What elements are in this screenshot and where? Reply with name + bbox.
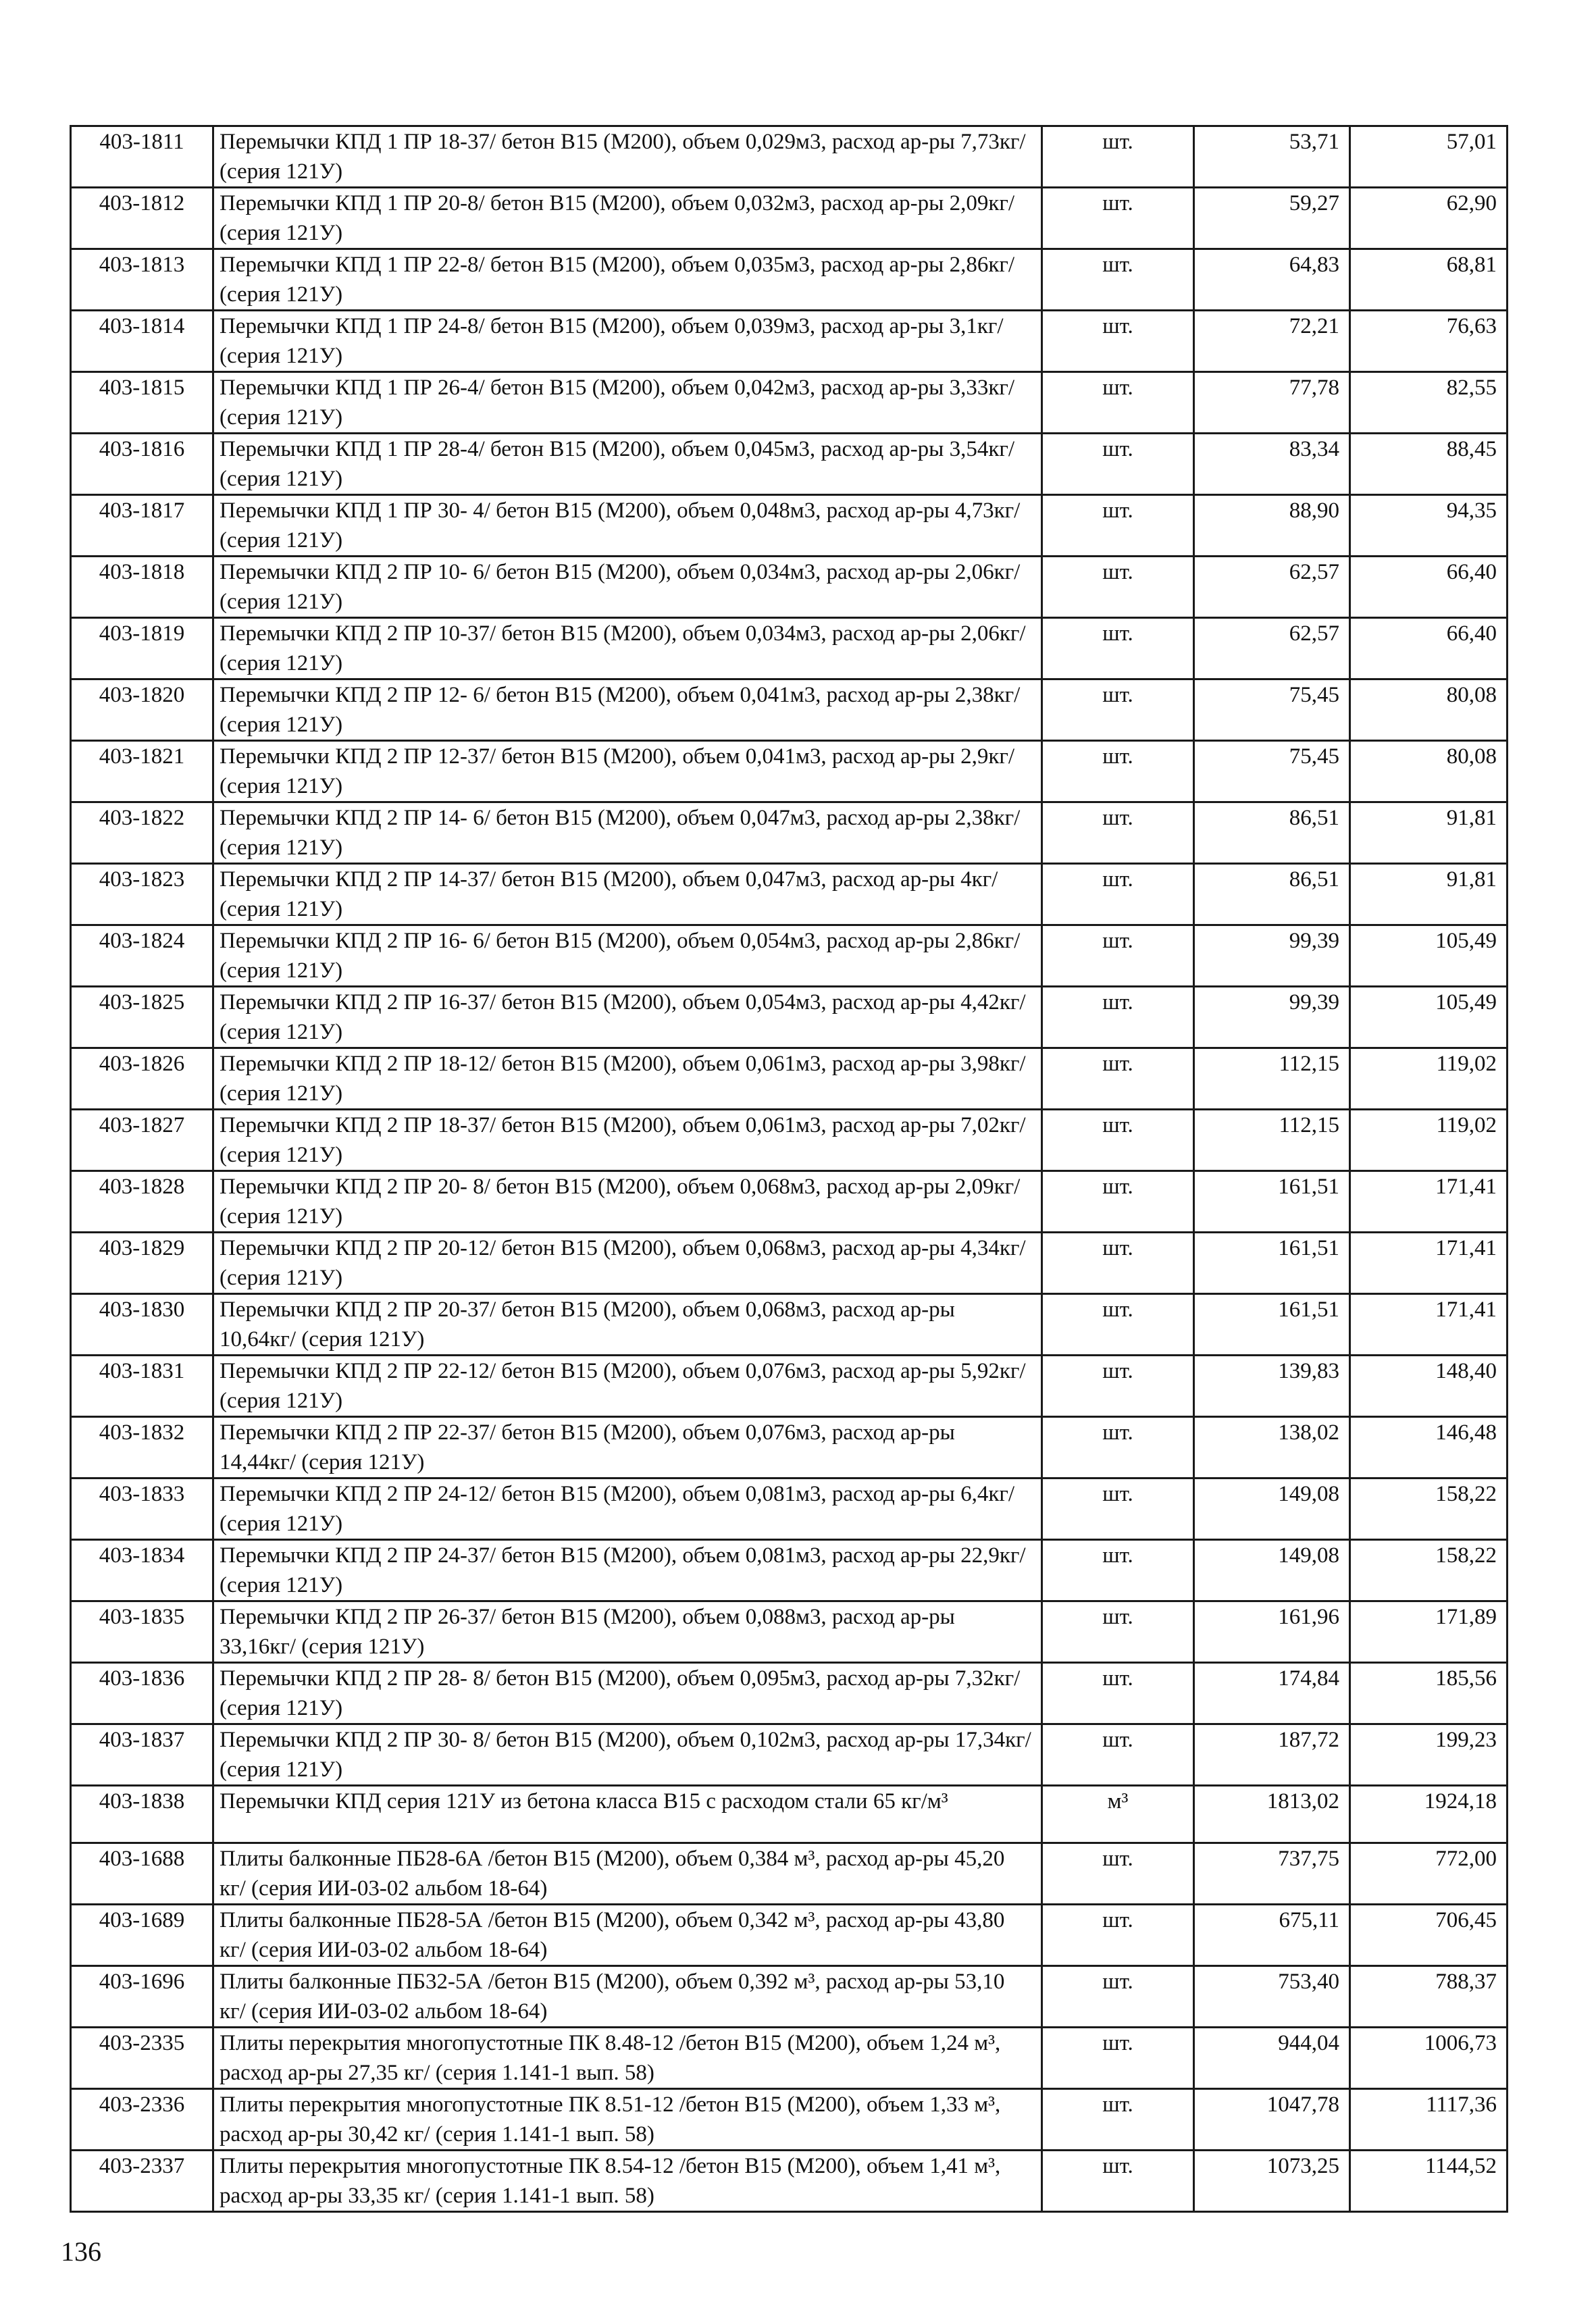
table-row	[71, 2089, 1508, 2151]
item-price-1: 72,21	[1194, 311, 1350, 372]
item-code: 403-1823	[71, 864, 213, 925]
table-row	[71, 1843, 1508, 1905]
item-unit: шт.	[1042, 1048, 1194, 1110]
item-unit: шт.	[1042, 1110, 1194, 1171]
item-price-2: 88,45	[1350, 434, 1508, 495]
item-unit: шт.	[1042, 1479, 1194, 1540]
table-row	[71, 1356, 1508, 1417]
item-price-1: 77,78	[1194, 372, 1350, 434]
table-row	[71, 311, 1508, 372]
item-price-1: 161,51	[1194, 1294, 1350, 1356]
table-row	[71, 2028, 1508, 2089]
item-unit: шт.	[1042, 495, 1194, 557]
page-number: 136	[61, 2236, 101, 2267]
item-price-2: 80,08	[1350, 741, 1508, 802]
item-price-1: 88,90	[1194, 495, 1350, 557]
item-unit: шт.	[1042, 1540, 1194, 1601]
item-price-1: 53,71	[1194, 126, 1350, 188]
item-code: 403-1824	[71, 925, 213, 987]
item-code: 403-1828	[71, 1171, 213, 1233]
item-unit: шт.	[1042, 864, 1194, 925]
table-row	[71, 1786, 1508, 1843]
item-price-1: 86,51	[1194, 802, 1350, 864]
item-price-2: 80,08	[1350, 679, 1508, 741]
item-code: 403-1696	[71, 1966, 213, 2028]
item-price-1: 675,11	[1194, 1905, 1350, 1966]
item-price-1: 83,34	[1194, 434, 1350, 495]
item-unit: шт.	[1042, 372, 1194, 434]
item-code: 403-1816	[71, 434, 213, 495]
item-price-2: 91,81	[1350, 864, 1508, 925]
item-description: Плиты балконные ПБ28-5А /бетон B15 (M200), объем 0,342 м³, расход ар-ры 43,80 кг/ (серия ИИ-03-02 альбом 18-64)	[213, 1905, 1042, 1966]
item-price-2: 1006,73	[1350, 2028, 1508, 2089]
table-row	[71, 1479, 1508, 1540]
item-price-2: 171,41	[1350, 1233, 1508, 1294]
table-row	[71, 1540, 1508, 1601]
item-price-1: 139,83	[1194, 1356, 1350, 1417]
table-row	[71, 1724, 1508, 1786]
item-description: Перемычки КПД 2 ПР 20-37/ бетон B15 (M200), объем 0,068м3, расход ар-ры 10,64кг/ (серия 121У)	[213, 1294, 1042, 1356]
table-row	[71, 495, 1508, 557]
item-unit: шт.	[1042, 1905, 1194, 1966]
item-code: 403-1838	[71, 1786, 213, 1843]
item-description: Перемычки КПД 2 ПР 30- 8/ бетон B15 (M200), объем 0,102м3, расход ар-ры 17,34кг/ (серия 121У)	[213, 1724, 1042, 1786]
table-row	[71, 864, 1508, 925]
table-row	[71, 249, 1508, 311]
item-price-1: 1047,78	[1194, 2089, 1350, 2151]
item-unit: шт.	[1042, 1356, 1194, 1417]
item-price-1: 737,75	[1194, 1843, 1350, 1905]
item-unit: шт.	[1042, 557, 1194, 618]
item-description: Перемычки КПД 2 ПР 20-12/ бетон B15 (M200), объем 0,068м3, расход ар-ры 4,34кг/ (серия 121У)	[213, 1233, 1042, 1294]
item-code: 403-1812	[71, 188, 213, 249]
item-unit: шт.	[1042, 434, 1194, 495]
item-description: Плиты перекрытия многопустотные ПК 8.51-12 /бетон B15 (M200), объем 1,33 м³, расход ар-ры 30,42 кг/ (серия 1.141-1 вып. 58)	[213, 2089, 1042, 2151]
item-description: Перемычки КПД 2 ПР 16-37/ бетон B15 (M200), объем 0,054м3, расход ар-ры 4,42кг/ (серия 121У)	[213, 987, 1042, 1048]
item-price-1: 753,40	[1194, 1966, 1350, 2028]
item-price-2: 146,48	[1350, 1417, 1508, 1479]
item-description: Перемычки КПД 2 ПР 28- 8/ бетон B15 (M200), объем 0,095м3, расход ар-ры 7,32кг/ (серия 121У)	[213, 1663, 1042, 1724]
table-row	[71, 188, 1508, 249]
item-price-1: 174,84	[1194, 1663, 1350, 1724]
item-price-1: 1073,25	[1194, 2151, 1350, 2212]
item-description: Перемычки КПД 1 ПР 26-4/ бетон B15 (M200), объем 0,042м3, расход ар-ры 3,33кг/ (серия 121У)	[213, 372, 1042, 434]
item-code: 403-1833	[71, 1479, 213, 1540]
item-description: Перемычки КПД 2 ПР 12- 6/ бетон B15 (M200), объем 0,041м3, расход ар-ры 2,38кг/ (серия 121У)	[213, 679, 1042, 741]
table-row	[71, 987, 1508, 1048]
item-description: Перемычки КПД 1 ПР 20-8/ бетон B15 (M200), объем 0,032м3, расход ар-ры 2,09кг/ (серия 121У)	[213, 188, 1042, 249]
item-description: Плиты балконные ПБ28-6А /бетон B15 (M200), объем 0,384 м³, расход ар-ры 45,20 кг/ (серия ИИ-03-02 альбом 18-64)	[213, 1843, 1042, 1905]
table-row	[71, 1966, 1508, 2028]
item-unit: шт.	[1042, 1294, 1194, 1356]
item-description: Перемычки КПД 1 ПР 22-8/ бетон B15 (M200), объем 0,035м3, расход ар-ры 2,86кг/ (серия 121У)	[213, 249, 1042, 311]
table-row	[71, 126, 1508, 188]
item-code: 403-1813	[71, 249, 213, 311]
item-description: Перемычки КПД 2 ПР 14-37/ бетон B15 (M200), объем 0,047м3, расход ар-ры 4кг/ (серия 121У)	[213, 864, 1042, 925]
item-description: Перемычки КПД 1 ПР 18-37/ бетон B15 (M200), объем 0,029м3, расход ар-ры 7,73кг/ (серия 121У)	[213, 126, 1042, 188]
item-unit: шт.	[1042, 618, 1194, 679]
item-code: 403-1831	[71, 1356, 213, 1417]
item-price-2: 185,56	[1350, 1663, 1508, 1724]
item-price-1: 149,08	[1194, 1479, 1350, 1540]
table-row	[71, 1110, 1508, 1171]
item-description: Перемычки КПД 2 ПР 10-37/ бетон B15 (M200), объем 0,034м3, расход ар-ры 2,06кг/ (серия 121У)	[213, 618, 1042, 679]
item-description: Плиты балконные ПБ32-5А /бетон B15 (M200), объем 0,392 м³, расход ар-ры 53,10 кг/ (серия ИИ-03-02 альбом 18-64)	[213, 1966, 1042, 2028]
item-unit: шт.	[1042, 987, 1194, 1048]
item-description: Плиты перекрытия многопустотные ПК 8.54-12 /бетон B15 (M200), объем 1,41 м³, расход ар-ры 33,35 кг/ (серия 1.141-1 вып. 58)	[213, 2151, 1042, 2212]
table-row	[71, 1417, 1508, 1479]
item-price-2: 158,22	[1350, 1479, 1508, 1540]
item-code: 403-1821	[71, 741, 213, 802]
item-price-1: 62,57	[1194, 618, 1350, 679]
table-row	[71, 1048, 1508, 1110]
item-price-2: 105,49	[1350, 925, 1508, 987]
item-price-1: 161,51	[1194, 1233, 1350, 1294]
item-description: Перемычки КПД 2 ПР 18-12/ бетон B15 (M200), объем 0,061м3, расход ар-ры 3,98кг/ (серия 121У)	[213, 1048, 1042, 1110]
item-code: 403-1826	[71, 1048, 213, 1110]
item-price-2: 171,41	[1350, 1171, 1508, 1233]
item-code: 403-2335	[71, 2028, 213, 2089]
item-price-2: 94,35	[1350, 495, 1508, 557]
item-price-1: 86,51	[1194, 864, 1350, 925]
item-description: Перемычки КПД 2 ПР 10- 6/ бетон B15 (M200), объем 0,034м3, расход ар-ры 2,06кг/ (серия 121У)	[213, 557, 1042, 618]
item-description: Перемычки КПД 1 ПР 24-8/ бетон B15 (M200), объем 0,039м3, расход ар-ры 3,1кг/ (серия 121У)	[213, 311, 1042, 372]
item-unit: шт.	[1042, 679, 1194, 741]
item-price-2: 105,49	[1350, 987, 1508, 1048]
item-price-2: 158,22	[1350, 1540, 1508, 1601]
item-description: Перемычки КПД 2 ПР 24-37/ бетон B15 (M200), объем 0,081м3, расход ар-ры 22,9кг/ (серия 121У)	[213, 1540, 1042, 1601]
table-row	[71, 1171, 1508, 1233]
item-price-2: 148,40	[1350, 1356, 1508, 1417]
table-row	[71, 679, 1508, 741]
item-code: 403-1814	[71, 311, 213, 372]
item-unit: шт.	[1042, 188, 1194, 249]
item-price-1: 944,04	[1194, 2028, 1350, 2089]
item-code: 403-1830	[71, 1294, 213, 1356]
item-code: 403-1689	[71, 1905, 213, 1966]
item-description: Перемычки КПД 1 ПР 28-4/ бетон B15 (M200), объем 0,045м3, расход ар-ры 3,54кг/ (серия 121У)	[213, 434, 1042, 495]
item-description: Перемычки КПД 2 ПР 26-37/ бетон B15 (M200), объем 0,088м3, расход ар-ры 33,16кг/ (серия 121У)	[213, 1601, 1042, 1663]
item-unit: шт.	[1042, 741, 1194, 802]
item-description: Перемычки КПД 2 ПР 24-12/ бетон B15 (M200), объем 0,081м3, расход ар-ры 6,4кг/ (серия 121У)	[213, 1479, 1042, 1540]
item-unit: шт.	[1042, 1843, 1194, 1905]
item-unit: шт.	[1042, 1966, 1194, 2028]
item-price-2: 57,01	[1350, 126, 1508, 188]
item-price-1: 112,15	[1194, 1048, 1350, 1110]
item-code: 403-1817	[71, 495, 213, 557]
item-description: Перемычки КПД 2 ПР 22-37/ бетон B15 (M200), объем 0,076м3, расход ар-ры 14,44кг/ (серия 121У)	[213, 1417, 1042, 1479]
table-row	[71, 741, 1508, 802]
table-row	[71, 372, 1508, 434]
table-row	[71, 802, 1508, 864]
item-price-1: 62,57	[1194, 557, 1350, 618]
item-description: Перемычки КПД 1 ПР 30- 4/ бетон B15 (M200), объем 0,048м3, расход ар-ры 4,73кг/ (серия 121У)	[213, 495, 1042, 557]
table-row	[71, 434, 1508, 495]
table-row	[71, 557, 1508, 618]
item-price-2: 199,23	[1350, 1724, 1508, 1786]
item-price-2: 82,55	[1350, 372, 1508, 434]
item-code: 403-1819	[71, 618, 213, 679]
item-code: 403-1825	[71, 987, 213, 1048]
price-table	[70, 125, 1508, 2213]
item-code: 403-1837	[71, 1724, 213, 1786]
item-unit: шт.	[1042, 2151, 1194, 2212]
item-description: Перемычки КПД 2 ПР 16- 6/ бетон B15 (M200), объем 0,054м3, расход ар-ры 2,86кг/ (серия 121У)	[213, 925, 1042, 987]
item-description: Плиты перекрытия многопустотные ПК 8.48-12 /бетон B15 (M200), объем 1,24 м³, расход ар-ры 27,35 кг/ (серия 1.141-1 вып. 58)	[213, 2028, 1042, 2089]
table-row	[71, 925, 1508, 987]
item-price-2: 788,37	[1350, 1966, 1508, 2028]
item-unit: шт.	[1042, 1724, 1194, 1786]
item-code: 403-1827	[71, 1110, 213, 1171]
table-row	[71, 1663, 1508, 1724]
item-price-2: 66,40	[1350, 618, 1508, 679]
item-unit: шт.	[1042, 2028, 1194, 2089]
item-price-2: 119,02	[1350, 1110, 1508, 1171]
item-price-1: 64,83	[1194, 249, 1350, 311]
item-price-2: 62,90	[1350, 188, 1508, 249]
item-code: 403-2336	[71, 2089, 213, 2151]
item-description: Перемычки КПД 2 ПР 12-37/ бетон B15 (M200), объем 0,041м3, расход ар-ры 2,9кг/ (серия 121У)	[213, 741, 1042, 802]
item-description: Перемычки КПД 2 ПР 14- 6/ бетон B15 (M200), объем 0,047м3, расход ар-ры 2,38кг/ (серия 121У)	[213, 802, 1042, 864]
table-row	[71, 1905, 1508, 1966]
item-price-1: 138,02	[1194, 1417, 1350, 1479]
table-row	[71, 1233, 1508, 1294]
item-price-2: 1144,52	[1350, 2151, 1508, 2212]
item-price-1: 187,72	[1194, 1724, 1350, 1786]
item-unit: шт.	[1042, 2089, 1194, 2151]
item-unit: шт.	[1042, 311, 1194, 372]
item-unit: шт.	[1042, 1663, 1194, 1724]
item-description: Перемычки КПД серия 121У из бетона класса B15 с расходом стали 65 кг/м³	[213, 1786, 1042, 1843]
item-price-1: 75,45	[1194, 741, 1350, 802]
price-table-container	[70, 125, 1506, 2213]
item-price-1: 59,27	[1194, 188, 1350, 249]
item-code: 403-1829	[71, 1233, 213, 1294]
item-code: 403-1834	[71, 1540, 213, 1601]
item-price-1: 1813,02	[1194, 1786, 1350, 1843]
item-unit: шт.	[1042, 1171, 1194, 1233]
item-code: 403-2337	[71, 2151, 213, 2212]
item-price-2: 706,45	[1350, 1905, 1508, 1966]
item-price-2: 91,81	[1350, 802, 1508, 864]
item-unit: м³	[1042, 1786, 1194, 1843]
item-unit: шт.	[1042, 1417, 1194, 1479]
item-price-1: 161,96	[1194, 1601, 1350, 1663]
item-unit: шт.	[1042, 1601, 1194, 1663]
item-code: 403-1811	[71, 126, 213, 188]
item-price-2: 68,81	[1350, 249, 1508, 311]
item-code: 403-1832	[71, 1417, 213, 1479]
item-price-2: 1924,18	[1350, 1786, 1508, 1843]
item-price-2: 772,00	[1350, 1843, 1508, 1905]
item-price-1: 75,45	[1194, 679, 1350, 741]
item-price-1: 99,39	[1194, 987, 1350, 1048]
item-code: 403-1820	[71, 679, 213, 741]
item-price-1: 99,39	[1194, 925, 1350, 987]
table-row	[71, 1294, 1508, 1356]
item-description: Перемычки КПД 2 ПР 22-12/ бетон B15 (M200), объем 0,076м3, расход ар-ры 5,92кг/ (серия 121У)	[213, 1356, 1042, 1417]
item-code: 403-1688	[71, 1843, 213, 1905]
item-code: 403-1815	[71, 372, 213, 434]
item-code: 403-1822	[71, 802, 213, 864]
item-code: 403-1836	[71, 1663, 213, 1724]
item-unit: шт.	[1042, 249, 1194, 311]
item-unit: шт.	[1042, 802, 1194, 864]
item-price-1: 161,51	[1194, 1171, 1350, 1233]
item-price-2: 171,89	[1350, 1601, 1508, 1663]
item-unit: шт.	[1042, 126, 1194, 188]
item-code: 403-1818	[71, 557, 213, 618]
item-price-2: 171,41	[1350, 1294, 1508, 1356]
item-description: Перемычки КПД 2 ПР 18-37/ бетон B15 (M200), объем 0,061м3, расход ар-ры 7,02кг/ (серия 121У)	[213, 1110, 1042, 1171]
item-unit: шт.	[1042, 1233, 1194, 1294]
table-row	[71, 2151, 1508, 2212]
item-description: Перемычки КПД 2 ПР 20- 8/ бетон B15 (M200), объем 0,068м3, расход ар-ры 2,09кг/ (серия 121У)	[213, 1171, 1042, 1233]
item-price-2: 76,63	[1350, 311, 1508, 372]
table-row	[71, 618, 1508, 679]
item-code: 403-1835	[71, 1601, 213, 1663]
item-price-2: 119,02	[1350, 1048, 1508, 1110]
item-price-1: 112,15	[1194, 1110, 1350, 1171]
table-row	[71, 1601, 1508, 1663]
item-price-2: 1117,36	[1350, 2089, 1508, 2151]
item-price-1: 149,08	[1194, 1540, 1350, 1601]
item-unit: шт.	[1042, 925, 1194, 987]
item-price-2: 66,40	[1350, 557, 1508, 618]
